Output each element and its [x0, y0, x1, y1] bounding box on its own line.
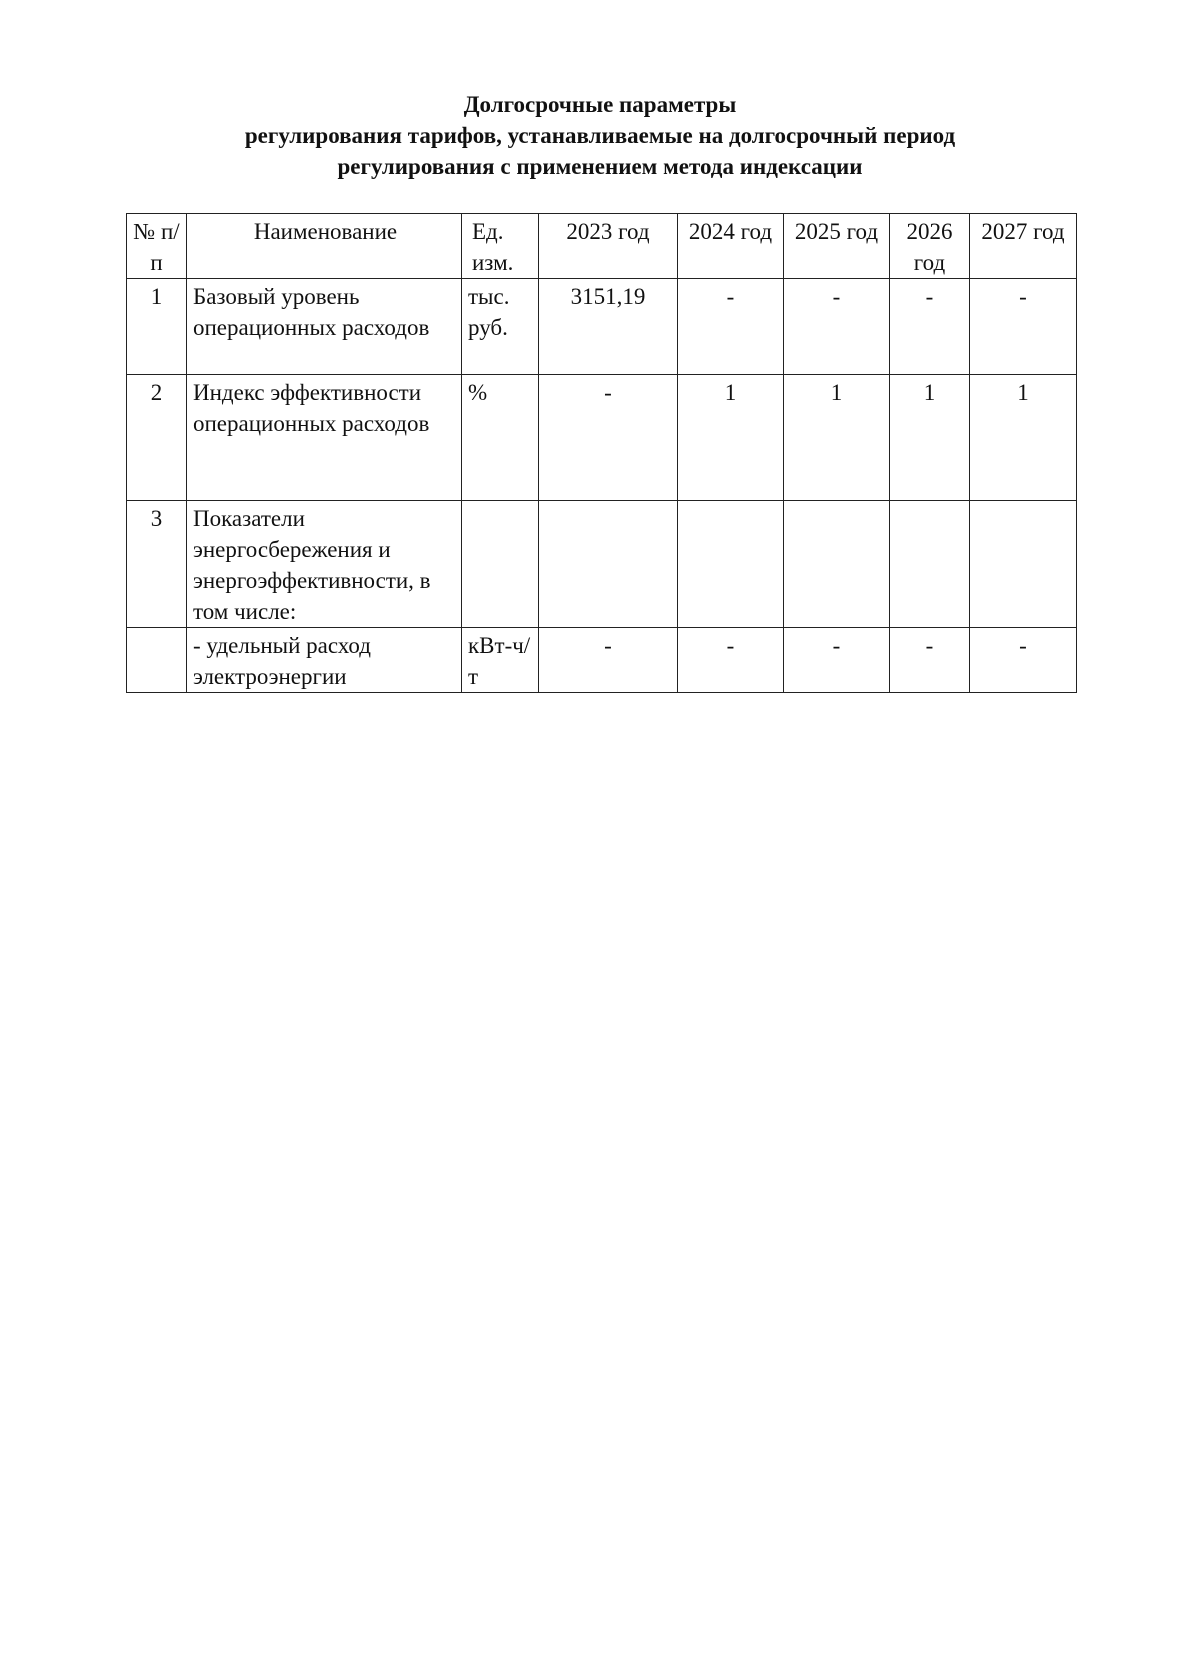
header-2024: 2024 год — [678, 214, 784, 279]
cell-2023 — [539, 501, 678, 628]
header-2025: 2025 год — [784, 214, 890, 279]
cell-2025 — [784, 501, 890, 628]
cell-unit: % — [462, 375, 539, 501]
cell-unit — [462, 501, 539, 628]
header-2026: 2026 год — [890, 214, 970, 279]
title-line-3: регулирования с применением метода индексации — [337, 154, 863, 179]
parameters-table — [126, 213, 1077, 693]
cell-2024: 1 — [678, 375, 784, 501]
title-line-1: Долгосрочные параметры — [463, 92, 737, 117]
cell-2027: - — [970, 279, 1077, 375]
document-title — [120, 89, 1080, 182]
cell-2025: 1 — [784, 375, 890, 501]
cell-2023: 3151,19 — [539, 279, 678, 375]
title-line-2: регулирования тарифов, устанавливаемые на долгосрочный период — [244, 123, 956, 148]
cell-2024: - — [678, 628, 784, 693]
cell-2027: 1 — [970, 375, 1077, 501]
cell-unit: кВт-ч/т — [462, 628, 539, 693]
cell-2026: 1 — [890, 375, 970, 501]
table-header-row — [127, 214, 1077, 279]
cell-num: 1 — [127, 279, 187, 375]
table-row — [127, 501, 1077, 628]
header-unit: Ед. изм. — [462, 214, 539, 279]
header-2027: 2027 год — [970, 214, 1077, 279]
cell-2025: - — [784, 628, 890, 693]
header-num: № п/п — [127, 214, 187, 279]
cell-num: 3 — [127, 501, 187, 628]
cell-num: 2 — [127, 375, 187, 501]
cell-2026 — [890, 501, 970, 628]
cell-unit: тыс. руб. — [462, 279, 539, 375]
cell-2026: - — [890, 628, 970, 693]
header-name: Наименование — [187, 214, 462, 279]
cell-name: Индекс эффективности операционных расходов — [187, 375, 462, 501]
cell-2024 — [678, 501, 784, 628]
table-row — [127, 375, 1077, 501]
table-row — [127, 628, 1077, 693]
cell-2027 — [970, 501, 1077, 628]
cell-2025: - — [784, 279, 890, 375]
cell-name: Базовый уровень операционных расходов — [187, 279, 462, 375]
cell-2023: - — [539, 628, 678, 693]
cell-name: - удельный расход электроэнергии — [187, 628, 462, 693]
cell-num — [127, 628, 187, 693]
table-row — [127, 279, 1077, 375]
cell-name: Показатели энергосбережения и энергоэффективности, в том числе: — [187, 501, 462, 628]
cell-2023: - — [539, 375, 678, 501]
cell-2027: - — [970, 628, 1077, 693]
header-2023: 2023 год — [539, 214, 678, 279]
cell-2026: - — [890, 279, 970, 375]
cell-2024: - — [678, 279, 784, 375]
